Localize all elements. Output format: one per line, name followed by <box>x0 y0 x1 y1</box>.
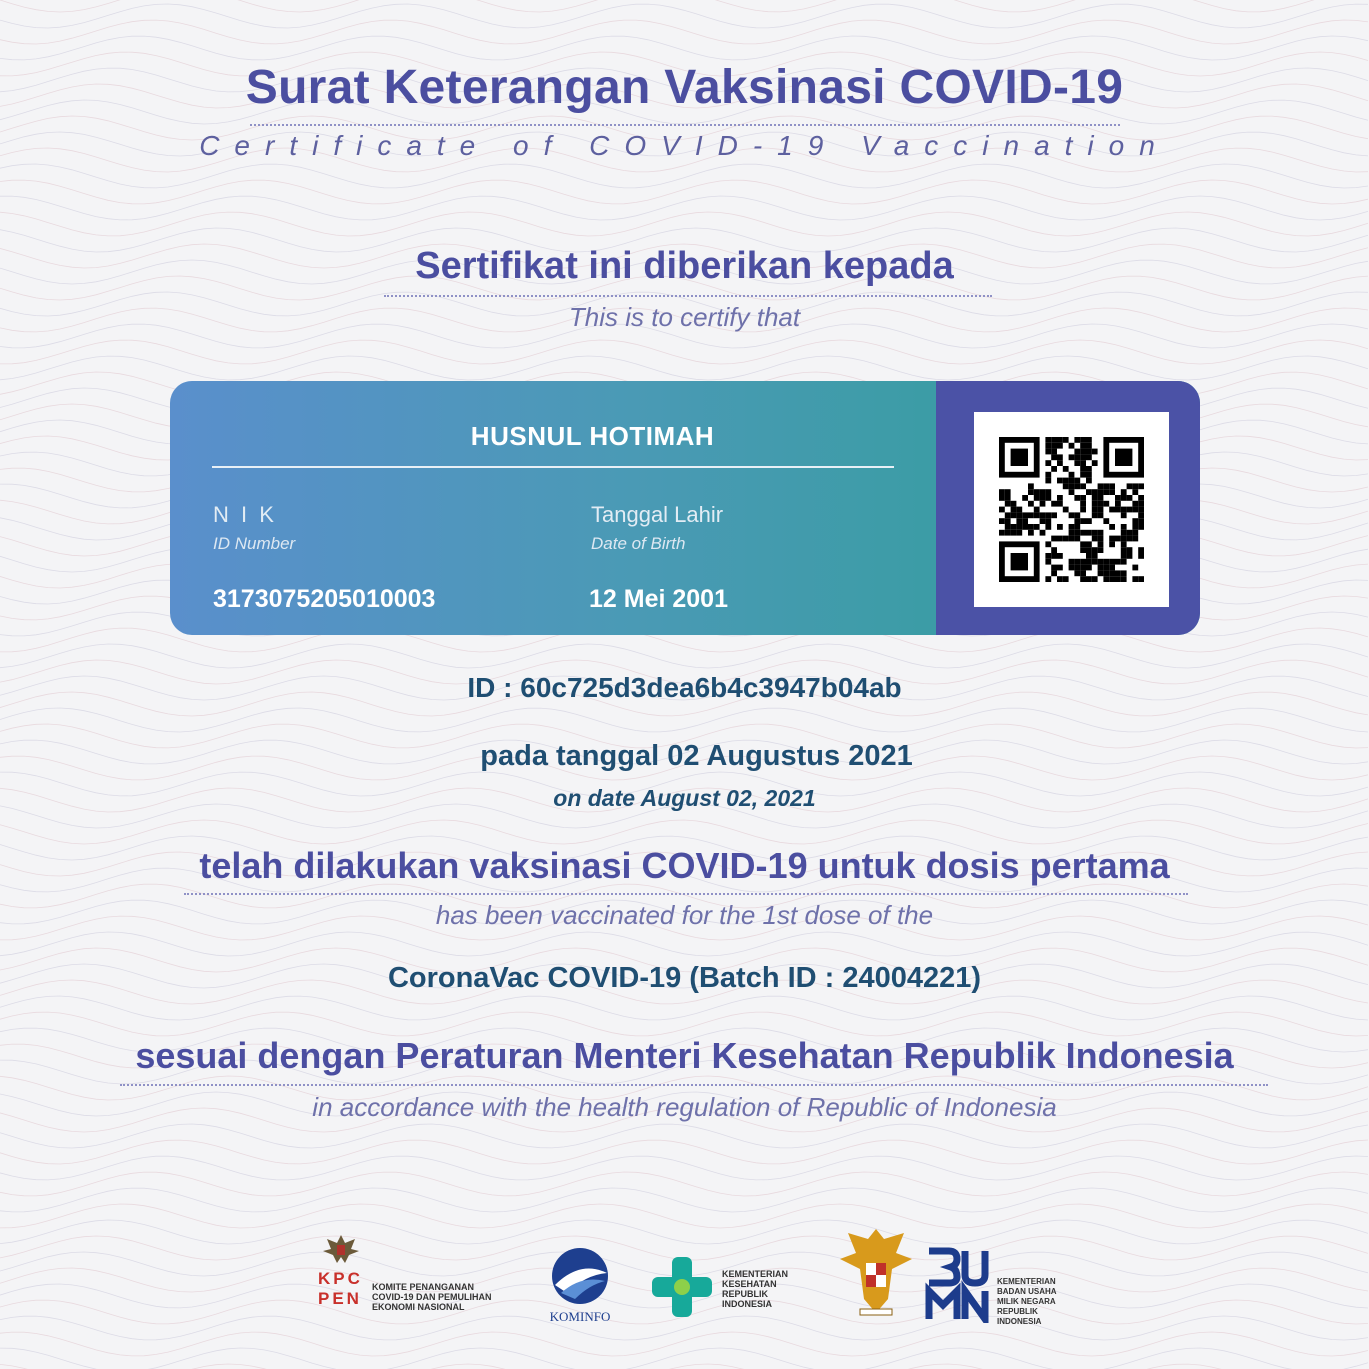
nik-label: N I K <box>213 502 277 527</box>
certify-divider <box>384 295 992 297</box>
kominfo-emblem-icon <box>545 1245 615 1307</box>
recipient-name: HUSNUL HOTIMAH <box>470 421 715 451</box>
kpcpen-logo <box>318 1233 508 1333</box>
vaccine-name: CoronaVac COVID-19 (Batch ID : 24004221) <box>387 962 982 994</box>
title-divider <box>250 124 1120 126</box>
regulation-divider <box>120 1084 1268 1086</box>
recipient-card <box>170 381 1200 635</box>
qr-panel <box>936 381 1200 635</box>
kominfo-text: KOMINFO <box>549 1309 611 1324</box>
dob-label: Tanggal Lahir <box>591 502 724 527</box>
vaccination-date: pada tanggal 02 Augustus 2021 <box>480 740 913 772</box>
garuda-emblem-icon <box>838 1225 914 1325</box>
vaccination-date-en: on date August 02, 2021 <box>553 785 816 811</box>
kemenkes-text: KEMENTERIAN KESEHATAN REPUBLIK INDONESIA <box>722 1269 789 1309</box>
regulation-statement-en: in accordance with the health regulation of Republic of Indonesia <box>312 1092 1057 1122</box>
name-divider <box>212 466 894 468</box>
vaccination-statement: telah dilakukan vaksinasi COVID-19 untuk dosis pertama <box>199 845 1170 886</box>
qr-code-box[interactable] <box>974 412 1169 607</box>
certificate-id: ID : 60c725d3dea6b4c3947b04ab <box>467 672 902 703</box>
dob-value: 12 Mei 2001 <box>589 585 728 613</box>
certify-heading: Sertifikat ini diberikan kepada <box>415 245 954 287</box>
certificate-subtitle: Certificate of COVID-19 Vaccination <box>199 130 1170 161</box>
bumn-logo <box>925 1247 1065 1327</box>
vaccination-divider <box>184 893 1188 895</box>
kemenkes-logo <box>650 1255 810 1335</box>
bumn-text: KEMENTERIAN BADAN USAHA MILIK NEGARA REPUBLIK INDONESIA <box>997 1277 1057 1326</box>
kpcpen-text: KOMITE PENANGANAN COVID-19 DAN PEMULIHAN EKONOMI NASIONAL <box>372 1282 492 1312</box>
kemenkes-cross-icon <box>650 1255 714 1319</box>
dob-sublabel: Date of Birth <box>591 534 686 553</box>
footer-logos <box>0 1225 1369 1345</box>
certify-subheading: This is to certify that <box>568 302 801 332</box>
kpcpen-letters: KPC PEN <box>318 1269 363 1308</box>
qr-code-icon <box>974 412 1169 607</box>
bumn-mark-icon <box>925 1247 991 1323</box>
nik-sublabel: ID Number <box>213 534 296 553</box>
regulation-statement: sesuai dengan Peraturan Menteri Kesehatan Republik Indonesia <box>135 1035 1234 1076</box>
vaccination-statement-en: has been vaccinated for the 1st dose of the <box>435 900 934 930</box>
kominfo-logo <box>535 1245 625 1335</box>
nik-value: 3173075205010003 <box>213 585 436 613</box>
garuda-small-icon <box>321 1233 361 1265</box>
certificate-title: Surat Keterangan Vaksinasi COVID-19 <box>245 61 1124 114</box>
